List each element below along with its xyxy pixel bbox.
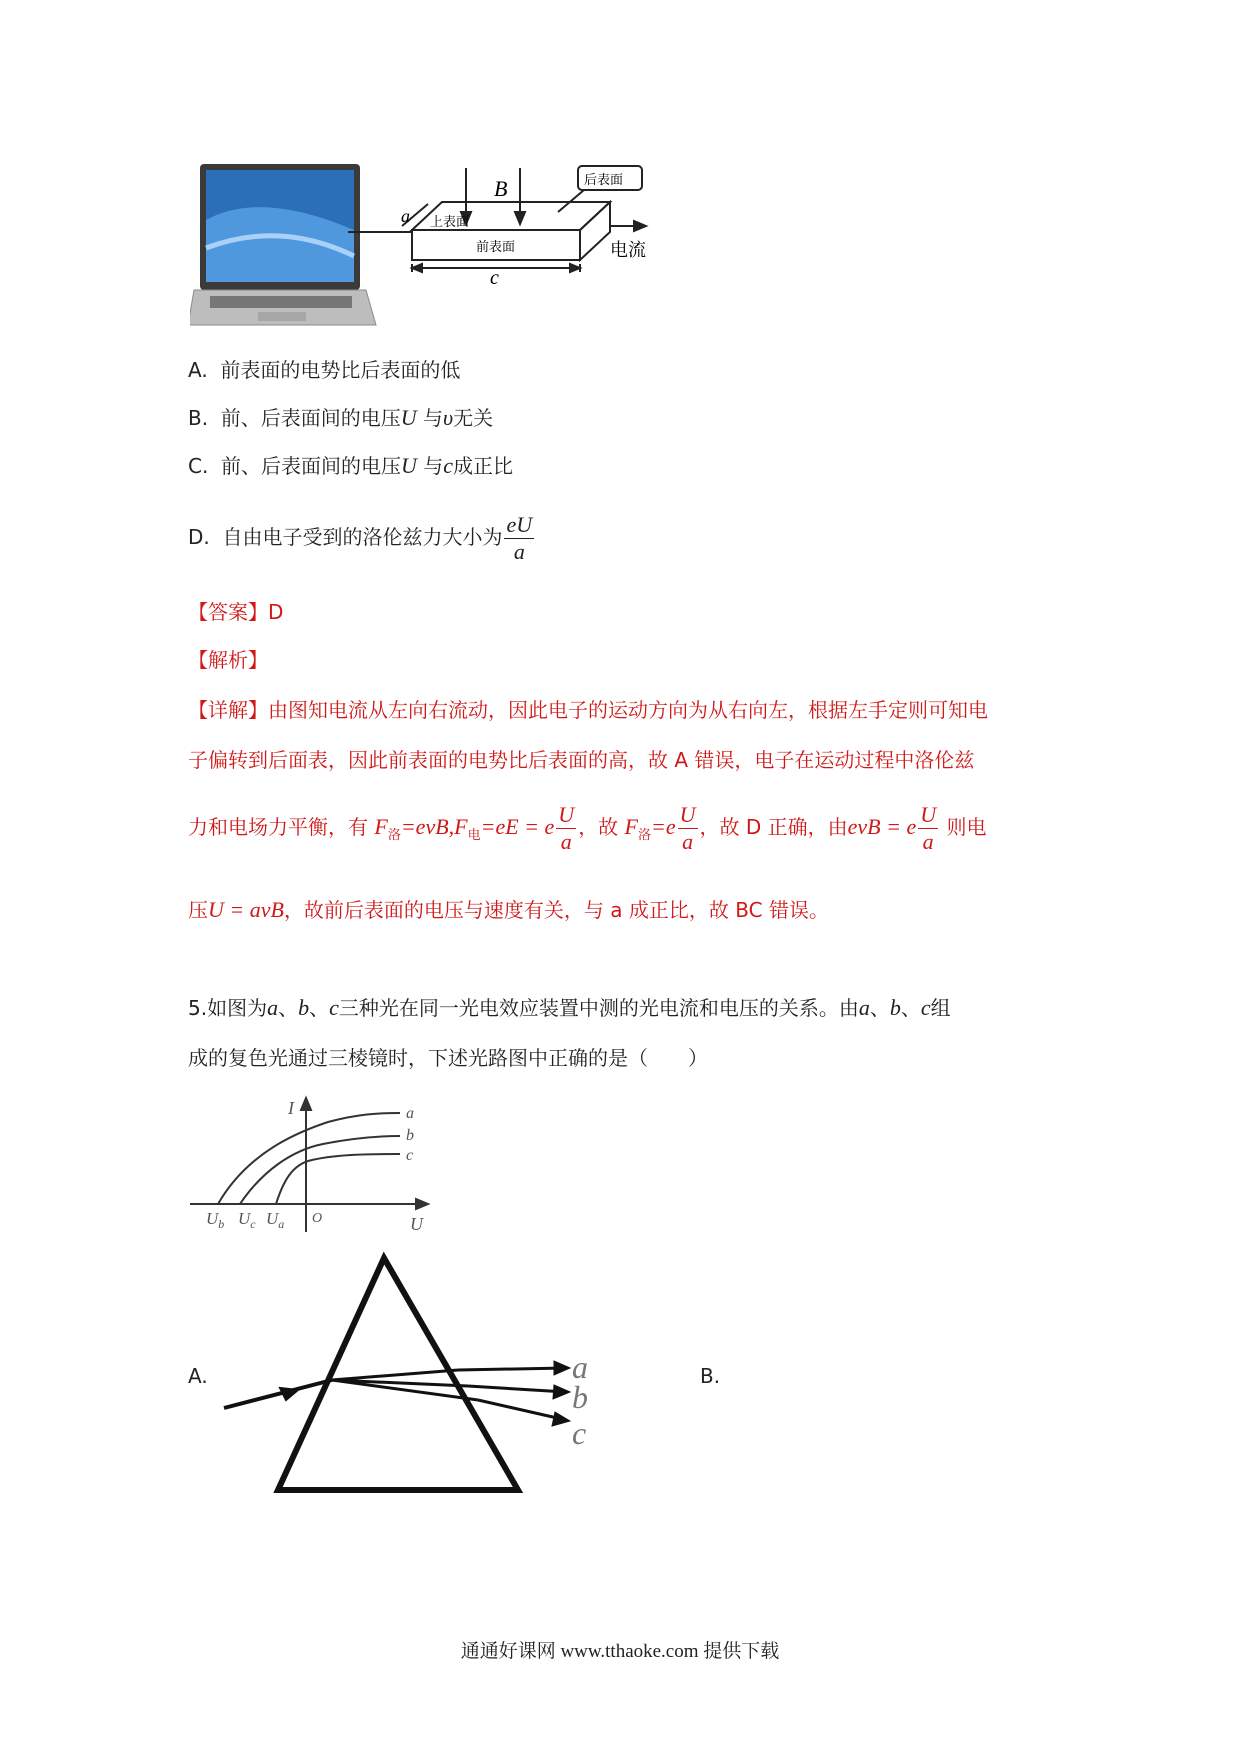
- option-letter: D.: [188, 525, 210, 549]
- ray-b-outside: [468, 1386, 566, 1392]
- question-text: 组: [930, 996, 951, 1020]
- tick-Ua: $U_a$: [266, 1209, 285, 1231]
- ray-a-label: a: [572, 1349, 588, 1385]
- q5-line-1: [188, 994, 951, 1022]
- separator: 、: [869, 996, 890, 1020]
- answer-label: 【答案】: [188, 600, 268, 624]
- var-F: F: [624, 814, 638, 839]
- var-U: U: [401, 453, 417, 478]
- equation-U-avB: U = avB: [208, 897, 284, 922]
- option-text: 前、后表面间的电压: [220, 406, 401, 430]
- option-text: 前表面的电势比后表面的低: [220, 358, 461, 382]
- detail-text: 则电: [946, 815, 987, 839]
- curve-b: [240, 1136, 400, 1204]
- subscript-lorentz: 洛: [638, 828, 652, 843]
- detail-text: ，故: [578, 815, 619, 839]
- ray-b-label: b: [572, 1379, 588, 1415]
- laptop-image: [190, 164, 376, 325]
- detail-text: 压: [188, 898, 208, 922]
- separator: 、: [309, 996, 330, 1020]
- option-c: [188, 452, 513, 480]
- detail-text: ，故 D 正确，由: [699, 815, 848, 839]
- option-text: 无关: [453, 406, 494, 430]
- var-b: b: [889, 995, 901, 1020]
- fraction-U-over-a: [918, 802, 938, 855]
- laptop-hall-diagram: [190, 160, 670, 335]
- var-a: a: [267, 995, 279, 1020]
- option-letter: A.: [188, 358, 208, 382]
- curve-a: [218, 1113, 400, 1204]
- tick-Ub: $U_b$: [206, 1209, 225, 1231]
- detail-label: 【详解】: [188, 698, 268, 722]
- detail-text: 由图知电流从左向右流动，因此电子的运动方向为从右向左，根据左手定则可知电: [268, 698, 988, 722]
- var-c: c: [920, 995, 931, 1020]
- option-text: 与: [416, 454, 444, 478]
- var-b: b: [298, 995, 310, 1020]
- option-b: [188, 404, 493, 432]
- var-v: υ: [443, 405, 454, 430]
- figure-laptop-hall-effect: [190, 160, 670, 335]
- detail-text: 力和电场力平衡，有: [188, 815, 368, 839]
- var-F: F: [374, 814, 388, 839]
- label-a-dimension: a: [401, 206, 410, 226]
- equation-part: =eE = e: [480, 814, 555, 839]
- q5-option-b-letter: B.: [700, 1364, 721, 1388]
- option-text: 成正比: [453, 454, 514, 478]
- var-U: U: [400, 405, 417, 430]
- tick-Uc: $U_c$: [238, 1209, 256, 1231]
- separator: 、: [278, 996, 299, 1020]
- separator: 、: [900, 996, 921, 1020]
- equation-part: =evB,: [400, 814, 455, 839]
- question-text: 三种光在同一光电效应装置中测的光电流和电压的关系。由: [338, 996, 859, 1020]
- fraction-eU-over-a: [504, 512, 534, 565]
- ray-a-inside: [332, 1370, 458, 1380]
- detail-line-1: [188, 696, 988, 724]
- label-back-surface: 后表面: [584, 173, 624, 188]
- option-letter: B.: [188, 406, 209, 430]
- prism-diagram-a: [220, 1248, 600, 1498]
- option-letter: C.: [188, 454, 209, 478]
- option-d: [188, 512, 536, 565]
- option-text: 自由电子受到的洛伦兹力大小为: [222, 525, 503, 549]
- option-text: 前、后表面间的电压: [221, 454, 402, 478]
- fraction-denominator: a: [922, 829, 934, 854]
- equation-part: evB = e: [847, 814, 917, 839]
- fraction-numerator: U: [920, 802, 937, 827]
- origin-label: O: [312, 1211, 323, 1226]
- answer-value: D: [268, 600, 284, 624]
- var-c: c: [443, 453, 454, 478]
- curve-c: [276, 1154, 400, 1204]
- fraction-U-over-a: [556, 802, 576, 855]
- curve-c-label: c: [406, 1147, 414, 1164]
- photocurrent-graph: [188, 1092, 438, 1232]
- fraction-numerator: U: [558, 802, 575, 827]
- question-text: 5.如图为: [188, 996, 268, 1020]
- analysis-label: 【解析】: [188, 648, 268, 672]
- fraction-denominator: a: [682, 829, 694, 854]
- var-a: a: [858, 995, 870, 1020]
- axis-I-label: I: [288, 1098, 294, 1118]
- prism-svg: [220, 1248, 600, 1498]
- label-front-surface: 前表面: [476, 240, 516, 255]
- label-c-dimension: c: [490, 267, 499, 289]
- ray-a-outside: [458, 1368, 566, 1370]
- detail-line-4: [188, 896, 829, 924]
- curve-b-label: b: [406, 1127, 414, 1144]
- detail-text: ，故前后表面的电压与速度有关，与 a 成正比，故 BC 错误。: [283, 898, 829, 922]
- label-top-surface: 上表面: [430, 215, 470, 230]
- fraction-denominator: a: [560, 829, 572, 854]
- axis-U-label: U: [410, 1214, 423, 1232]
- var-c: c: [329, 995, 339, 1020]
- answer: [188, 598, 283, 626]
- fraction-numerator: U: [679, 802, 696, 827]
- subscript-lorentz: 洛: [387, 828, 401, 843]
- page-footer: 通通好课网 www.tthaoke.com 提供下载: [460, 1641, 780, 1662]
- ray-c-outside: [478, 1400, 566, 1420]
- iu-graph-svg: [188, 1092, 438, 1232]
- detail-line-3: [188, 802, 986, 855]
- var-F: F: [454, 814, 468, 839]
- curve-a-label: a: [406, 1105, 414, 1122]
- fraction-numerator: eU: [506, 512, 533, 537]
- q5-line-2: 成的复色光通过三棱镜时，下述光路图中正确的是（ ）: [188, 1046, 708, 1070]
- fraction-U-over-a: [678, 802, 698, 855]
- ray-c-label: c: [572, 1415, 587, 1451]
- fraction-denominator: a: [513, 539, 525, 564]
- equation-part: =e: [651, 814, 676, 839]
- label-current: 电流: [610, 240, 646, 261]
- option-text: 与: [416, 406, 444, 430]
- option-a: [188, 356, 460, 384]
- q5-option-a-letter: A.: [188, 1364, 208, 1388]
- subscript-electric: 电: [467, 828, 481, 843]
- label-B: B: [494, 176, 508, 201]
- detail-line-2: 子偏转到后面表，因此前表面的电势比后表面的高，故 A 错误，电子在运动过程中洛伦兹: [188, 748, 975, 772]
